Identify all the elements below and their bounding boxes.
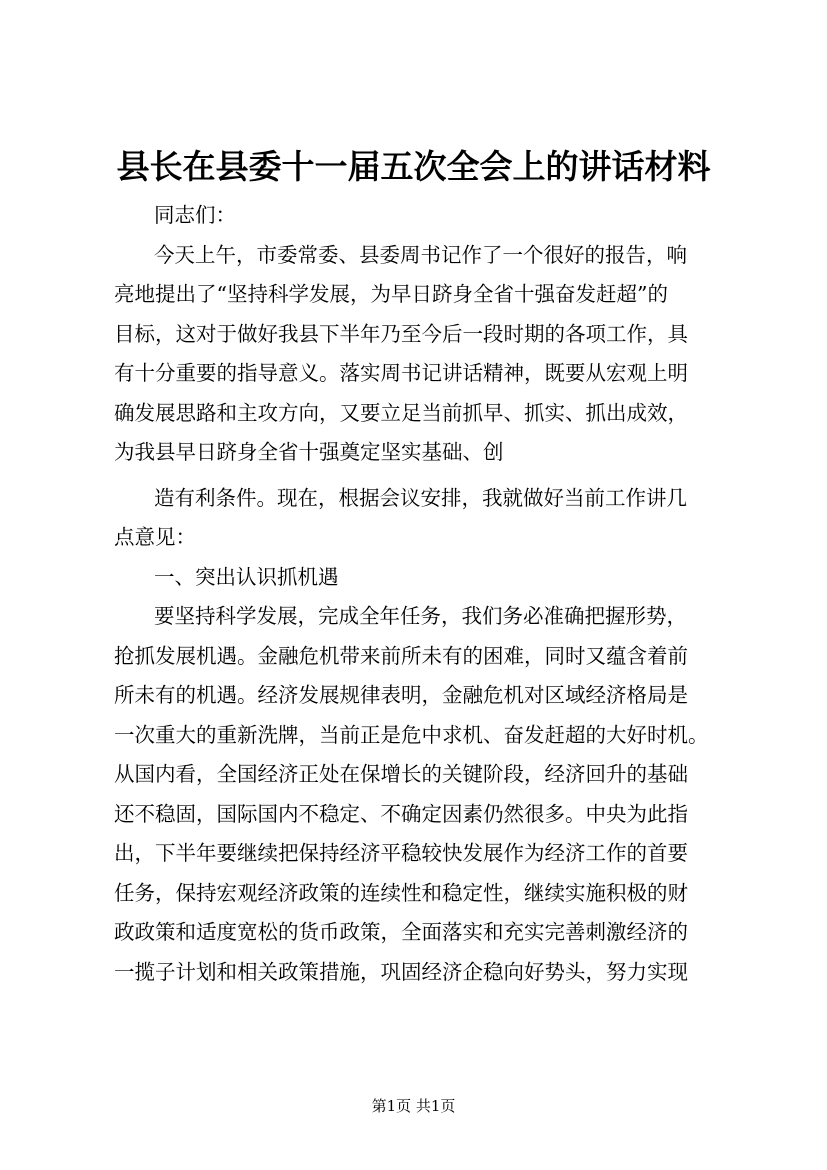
document-title: 县长在县委十一届五次全会上的讲话材料 <box>116 147 711 186</box>
text-line: 出，下半年要继续把保持经济平稳较快发展作为经济工作的首要 <box>114 841 688 865</box>
text-line: 一次重大的重新洗牌，当前正是危中求机、奋发赶超的大好时机。 <box>114 722 709 747</box>
document-body <box>114 196 724 992</box>
text-line: 造有利条件。现在，根据会议安排，我就做好当前工作讲几 <box>154 485 687 510</box>
text-line: 从国内看，全国经济正处在保增长的关键阶段，经济回升的基础 <box>114 762 688 786</box>
text-line: 同志们： <box>154 203 236 227</box>
text-line: 抢抓发展机遇。金融危机带来前所未有的困难，同时又蕴含着前 <box>114 643 688 668</box>
text-line: 今天上午，市委常委、县委周书记作了一个很好的报告，响 <box>154 242 687 267</box>
text-line: 目标，这对于做好我县下半年乃至今后一段时期的各项工作，具 <box>114 321 688 346</box>
text-line: 任务，保持宏观经济政策的连续性和稳定性，继续实施积极的财 <box>114 880 688 905</box>
text-line: 亮地提出了“坚持科学发展，为早日跻身全省十强奋发赶超”的 <box>114 282 668 306</box>
text-line: 政政策和适度宽松的货币政策，全面落实和充实完善刺激经济的 <box>114 920 688 944</box>
page-footer: 第1页 共1页 <box>371 1097 456 1115</box>
text-line: 点意见： <box>114 525 196 549</box>
text-line: 所未有的机遇。经济发展规律表明，金融危机对区域经济格局是 <box>114 683 688 707</box>
text-line: 还不稳固，国际国内不稳定、不确定因素仍然很多。中央为此指 <box>114 801 688 826</box>
text-line: 要坚持科学发展，完成全年任务，我们务必准确把握形势， <box>154 604 687 628</box>
text-line: 一揽子计划和相关政策措施，巩固经济企稳向好势头，努力实现 <box>114 959 688 984</box>
text-line: 有十分重要的指导意义。落实周书记讲话精神，既要从宏观上明 <box>114 361 688 385</box>
text-line: 确发展思路和主攻方向，又要立足当前抓早、抓实、抓出成效， <box>114 400 688 425</box>
text-line: 一、突出认识抓机遇 <box>154 564 339 589</box>
text-line: 为我县早日跻身全省十强奠定坚实基础、创 <box>114 440 504 464</box>
